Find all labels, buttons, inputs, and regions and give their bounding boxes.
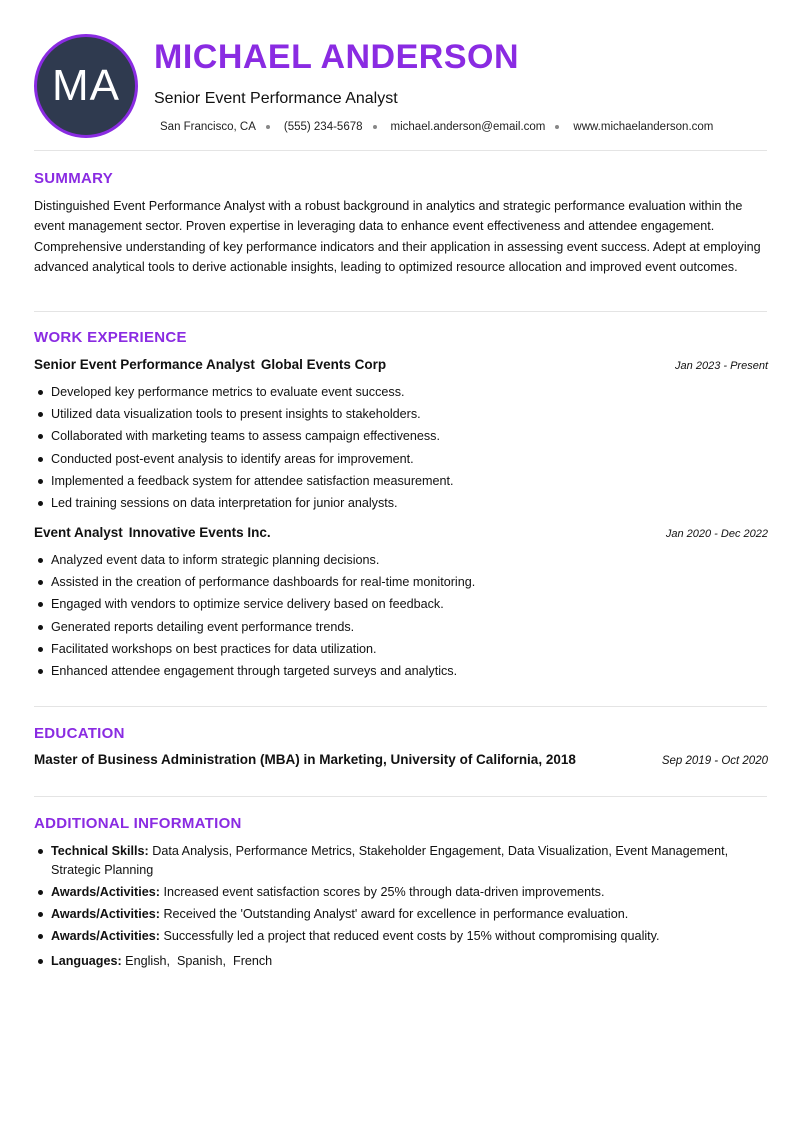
item-text: Received the 'Outstanding Analyst' award for excellence in performance evaluation. [159, 906, 629, 921]
job-dates: Jan 2020 - Dec 2022 [665, 528, 768, 540]
contact-email-text[interactable]: michael.anderson@email.com [390, 121, 546, 133]
contact-bar [160, 121, 713, 133]
list-item [34, 952, 772, 971]
job-company: Global Events Corp [260, 357, 387, 372]
list-item [34, 927, 772, 946]
education-heading: EDUCATION [34, 725, 125, 742]
contact-phone-text: (555) 234-5678 [283, 121, 363, 133]
job-role: Senior Event Performance Analyst [34, 357, 255, 372]
job-title [34, 357, 386, 372]
job-title [34, 525, 271, 540]
list-item: Led training sessions on data interpretation for junior analysts. [34, 492, 768, 514]
list-item: Conducted post-event analysis to identify areas for improvement. [34, 448, 768, 470]
contact-email[interactable] [391, 121, 574, 133]
contact-website-text[interactable]: www.michaelanderson.com [573, 121, 714, 133]
job-dates: Jan 2023 - Present [675, 360, 768, 372]
contact-location-text: San Francisco, CA [160, 121, 256, 133]
contact-phone [284, 121, 391, 133]
job-header [34, 525, 768, 545]
list-item: Generated reports detailing event performance trends. [34, 616, 768, 638]
item-label: Awards/Activities: [51, 906, 160, 921]
list-item: Implemented a feedback system for attendee satisfaction measurement. [34, 470, 768, 492]
section-divider [34, 150, 767, 151]
job-entry [34, 357, 768, 514]
list-item [34, 883, 772, 902]
section-divider [34, 706, 767, 707]
job-entry [34, 525, 768, 682]
list-item: Engaged with vendors to optimize service delivery based on feedback. [34, 593, 768, 615]
item-label: Technical Skills: [51, 844, 149, 858]
item-label: Languages: [51, 954, 122, 969]
education-entry [34, 752, 768, 767]
education-degree: Master of Business Administration (MBA) in Marketing, University of California, 2018 [34, 752, 576, 767]
list-item [34, 905, 772, 924]
item-text: English, Spanish, French [121, 954, 273, 969]
education-dates: Sep 2019 - Oct 2020 [661, 755, 768, 767]
job-bullets [34, 549, 768, 682]
item-text: Data Analysis, Performance Metrics, Stakeholder Engagement, Data Visualization, Event Management, Strategic Planning [51, 844, 729, 877]
job-bullets [34, 381, 768, 514]
section-divider [34, 311, 767, 312]
separator-dot-icon [555, 125, 559, 129]
item-text: Successfully led a project that reduced event costs by 15% without compromising quality. [159, 928, 660, 943]
item-label: Awards/Activities: [51, 884, 160, 899]
list-item: Assisted in the creation of performance dashboards for real-time monitoring. [34, 571, 768, 593]
list-item: Utilized data visualization tools to present insights to stakeholders. [34, 403, 768, 425]
item-text: Increased event satisfaction scores by 25% through data-driven improvements. [159, 884, 605, 899]
list-item: Facilitated workshops on best practices for data utilization. [34, 638, 768, 660]
job-header [34, 357, 768, 377]
list-item: Developed key performance metrics to evaluate event success. [34, 381, 768, 403]
avatar [34, 34, 138, 138]
contact-location [160, 121, 284, 133]
list-item: Analyzed event data to inform strategic planning decisions. [34, 549, 768, 571]
summary-text: Distinguished Event Performance Analyst with a robust background in analytics and strategic performance evaluation within the event management sector. Proven expertise in leveraging data to enhance event effectiveness and attendee engagement. Comprehensive understanding of key performance indicators and their application in assessing event success. Adept at employing advanced analytical tools to derive actionable insights, leading to optimized resource allocation and improved event outcomes. [34, 199, 761, 274]
job-company: Innovative Events Inc. [128, 525, 271, 540]
resume-header [0, 0, 800, 150]
summary-heading: SUMMARY [34, 170, 114, 187]
section-divider [34, 796, 767, 797]
list-item [34, 842, 772, 879]
separator-dot-icon [373, 125, 377, 129]
candidate-headline: Senior Event Performance Analyst [154, 90, 398, 107]
additional-heading: ADDITIONAL INFORMATION [34, 815, 242, 832]
item-label: Awards/Activities: [51, 928, 160, 943]
additional-list [34, 842, 772, 974]
list-item: Enhanced attendee engagement through targeted surveys and analytics. [34, 660, 768, 682]
experience-heading: WORK EXPERIENCE [34, 329, 187, 346]
avatar-initials: MA [52, 61, 120, 110]
candidate-name: MICHAEL ANDERSON [154, 38, 520, 76]
list-item: Collaborated with marketing teams to assess campaign effectiveness. [34, 425, 768, 447]
contact-website[interactable] [573, 121, 713, 133]
job-role: Event Analyst [34, 525, 123, 540]
separator-dot-icon [266, 125, 270, 129]
